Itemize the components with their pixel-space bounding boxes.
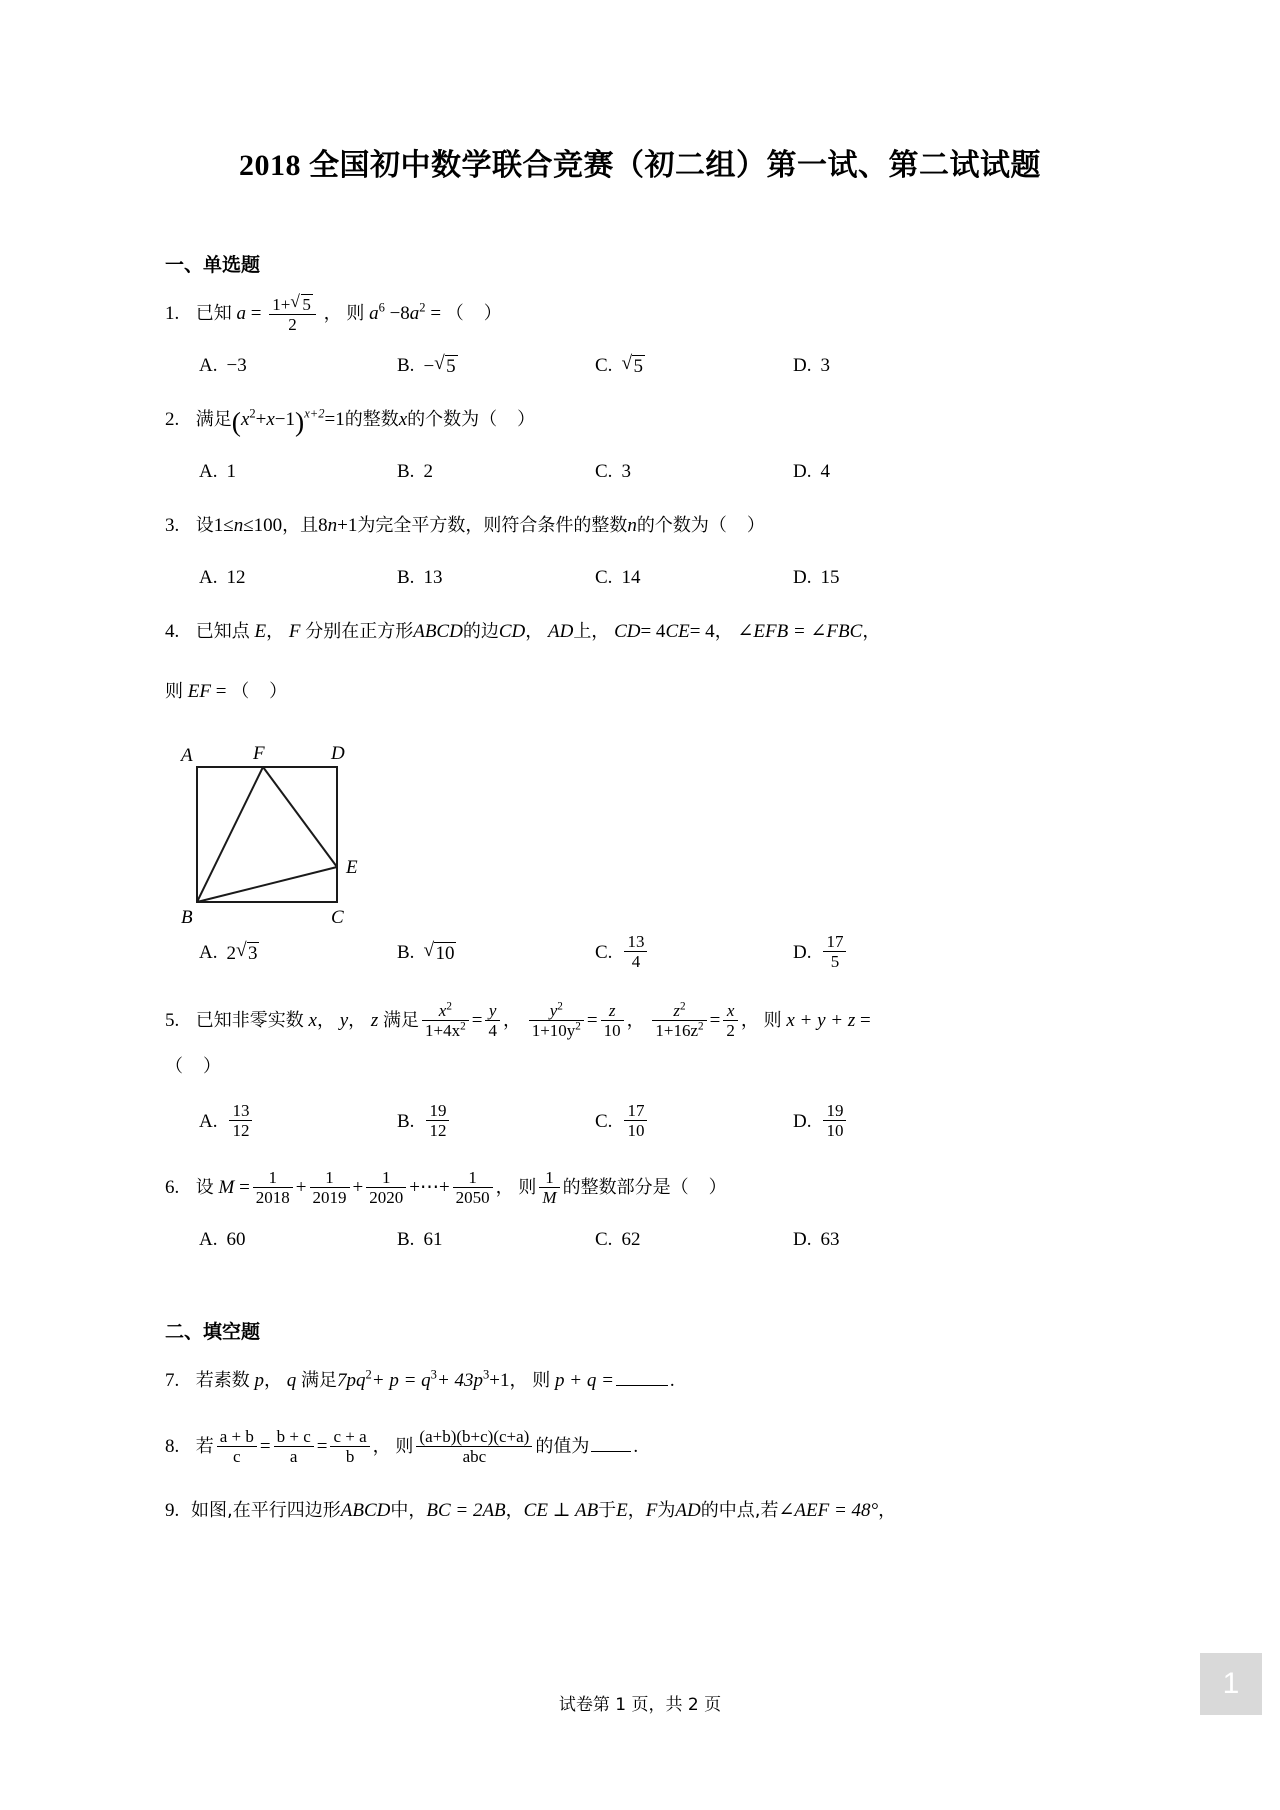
page-content: [165, 0, 1115, 1534]
option-value: 62: [621, 1229, 641, 1251]
question-7-number: 7.: [165, 1370, 180, 1392]
question-3-range-var: n: [233, 515, 244, 536]
den-expr: 1+16z: [655, 1021, 699, 1041]
question-4-side-cd: CD: [498, 621, 526, 642]
question-5-t2: 满足: [383, 1010, 420, 1032]
question-2-base-exp: 2: [249, 406, 256, 421]
question-1-fraction: [269, 293, 316, 334]
question-2-base-x: x: [240, 409, 250, 430]
denominator: c: [233, 1447, 241, 1467]
question-1-option-b[interactable]: [397, 354, 595, 378]
comma: ，: [740, 1010, 759, 1032]
comma: ，: [878, 1500, 897, 1522]
question-8-t2: 则: [395, 1436, 414, 1458]
question-5-option-a[interactable]: [199, 1102, 397, 1141]
question-6: [165, 1165, 1115, 1211]
question-4-figure: [173, 737, 403, 927]
question-6-equals: =: [239, 1177, 250, 1199]
option-value: 2 √ 3: [226, 941, 259, 965]
question-2-options: [165, 455, 1115, 489]
question-6-var-m: M: [218, 1177, 235, 1199]
question-7-answer-blank[interactable]: [616, 1370, 668, 1386]
option-value: 13: [423, 567, 443, 588]
question-2-text-a: 满足: [195, 409, 232, 430]
plus-sign: +: [352, 1177, 364, 1199]
numerator: b + c: [274, 1427, 314, 1447]
question-5-t3: 则: [763, 1010, 782, 1032]
denominator: abc: [462, 1447, 487, 1467]
question-4-option-b[interactable]: [397, 941, 595, 965]
question-5-frac-3r: [723, 1001, 738, 1040]
comma: ，: [714, 621, 733, 642]
question-1-options: [165, 349, 1115, 383]
question-3-expr-var: n: [327, 515, 338, 536]
den-expr: 1+10y: [531, 1021, 576, 1041]
comma: ，: [495, 1177, 514, 1199]
question-4-answer-parens[interactable]: （ ）: [231, 681, 289, 702]
question-9-e3: ∠AEF = 48°: [778, 1500, 879, 1522]
option-label: D.: [793, 355, 812, 376]
numerator: (a+b)(b+c)(c+a): [416, 1427, 532, 1447]
question-6-option-a[interactable]: [199, 1229, 397, 1251]
question-2-text-b: 的整数: [344, 409, 399, 430]
question-4-point-e: E: [254, 621, 267, 642]
question-1-variable: a: [236, 303, 246, 324]
den-exp: 2: [575, 1020, 581, 1033]
question-2-answer-parens[interactable]: （ ）: [479, 409, 537, 430]
option-label: D.: [793, 567, 812, 588]
num-exp: 2: [680, 1000, 686, 1013]
question-3-comma: ，: [282, 515, 301, 536]
question-7-t3: 则: [532, 1370, 551, 1392]
vertex-label-d: D: [331, 743, 345, 764]
option-value: $\frac{17}{5}$: [823, 932, 846, 971]
option-value: $\frac{17}{10}$: [624, 1101, 647, 1140]
question-1-number: 1.: [165, 303, 180, 324]
question-1-option-d[interactable]: [793, 355, 991, 377]
vertex-label-b: B: [181, 907, 193, 927]
question-2-minus1: −1: [274, 409, 296, 430]
question-1-exponent-2: 2: [419, 300, 426, 315]
question-5-frac-3: [652, 1001, 706, 1040]
question-5-sum: x + y + z: [786, 1010, 856, 1032]
question-9-t1: 如图,在平行四边形: [191, 1500, 341, 1522]
den-exp: 2: [460, 1020, 466, 1033]
option-value: 61: [423, 1229, 443, 1251]
comma: ，: [316, 1010, 335, 1032]
question-3-text-d: 的个数为: [636, 515, 709, 536]
question-3-range-tail: ≤100: [243, 515, 283, 536]
equals: =: [316, 1436, 328, 1458]
question-1-answer-parens[interactable]: （ ）: [445, 303, 503, 324]
option-value: 14: [621, 567, 641, 588]
num-exp: 2: [446, 1000, 452, 1013]
denominator: 2020: [369, 1188, 404, 1208]
question-3-number: 3.: [165, 515, 180, 536]
ellipsis: +⋯+: [409, 1177, 450, 1199]
option-value: $\frac{19}{10}$: [823, 1101, 846, 1140]
question-4-side-ad: AD: [547, 621, 574, 642]
comma: ，: [505, 1500, 524, 1522]
question-1-expr-minus: −8: [389, 303, 410, 324]
option-label: B.: [397, 1229, 415, 1251]
question-7-expr2: + p = q: [371, 1370, 431, 1392]
question-8-t1: 若: [195, 1436, 214, 1458]
question-5-answer-parens[interactable]: （ ）: [165, 1056, 222, 1078]
question-3-var2: n: [627, 515, 637, 536]
vertex-label-a: A: [181, 745, 193, 766]
question-8-frac-1: [217, 1427, 257, 1466]
option-label: A.: [199, 1229, 218, 1251]
option-label: C.: [595, 941, 613, 963]
question-6-answer-parens[interactable]: （ ）: [670, 1177, 728, 1199]
question-7-var-p: p: [254, 1370, 264, 1392]
numerator: 1: [453, 1168, 493, 1188]
question-7-t1: 若素数: [195, 1370, 250, 1392]
question-7: [165, 1358, 1115, 1404]
question-6-term-3: [366, 1168, 406, 1207]
question-4-eq-4b: = 4: [689, 621, 715, 642]
option-label: D.: [793, 941, 812, 963]
question-6-option-c[interactable]: [595, 1229, 793, 1251]
comma: ，: [264, 1370, 282, 1392]
question-2-base-x2: x: [266, 409, 275, 430]
option-value: [621, 354, 645, 378]
comma: ，: [509, 1370, 528, 1392]
question-1-comma: ，: [323, 303, 342, 324]
question-5-frac-1r: [485, 1001, 500, 1040]
option-label: B.: [397, 355, 415, 376]
den-val: 2: [726, 1021, 735, 1041]
question-6-options: [165, 1223, 1115, 1257]
question-4-option-a[interactable]: [199, 941, 397, 965]
question-3-option-a[interactable]: [199, 567, 397, 589]
question-7-var-q: q: [286, 1370, 297, 1392]
question-9-t5: 的中点,若: [700, 1500, 779, 1522]
question-9-point-f: F: [645, 1500, 658, 1522]
question-5-var-x: x: [308, 1010, 317, 1032]
question-4-option-d[interactable]: [793, 933, 991, 972]
question-6-reciprocal: [539, 1168, 559, 1207]
equals: =: [259, 1436, 271, 1458]
question-9-t4: 为: [657, 1500, 676, 1522]
question-1-exponent-6: 6: [378, 300, 385, 315]
page-footer: 试卷第 1 页，共 2 页: [558, 1695, 722, 1715]
question-1-expr-equals: =: [430, 303, 442, 324]
question-7-t2: 满足: [301, 1370, 337, 1392]
option-label: D.: [793, 1110, 812, 1132]
question-1-fraction-numerator: [269, 293, 316, 315]
fraction-numerator-lead: 1+: [272, 295, 291, 315]
denominator: b: [345, 1447, 355, 1467]
question-4-number: 4.: [165, 621, 180, 642]
exp: 3: [430, 1367, 437, 1382]
question-5-frac-1: [422, 1001, 469, 1040]
section-heading-multiple-choice: 一、单选题: [165, 254, 261, 276]
question-3-text-a: 设: [195, 515, 214, 536]
exp: 3: [483, 1367, 490, 1382]
option-value: 63: [820, 1229, 840, 1251]
num-var: z: [601, 1001, 624, 1021]
question-2-plus: +: [255, 409, 267, 430]
question-2-option-d[interactable]: [793, 461, 991, 483]
question-8-big-fraction: [416, 1427, 532, 1466]
question-4-eq-ce: CE: [665, 621, 690, 642]
option-value: $\frac{13}{12}$: [229, 1101, 252, 1140]
question-5-option-c[interactable]: [595, 1102, 793, 1141]
option-label: B.: [397, 567, 415, 588]
question-5-line2: [165, 1044, 1115, 1090]
period: .: [669, 1370, 675, 1392]
question-4-square-abcd: ABCD: [413, 621, 463, 642]
question-3-answer-parens[interactable]: （ ）: [708, 515, 766, 536]
question-6-term-2: [310, 1168, 350, 1207]
question-8-number: 8.: [165, 1436, 180, 1458]
numerator: 1: [253, 1168, 293, 1188]
question-9-point-e: E: [616, 1500, 628, 1522]
exp: 2: [365, 1367, 372, 1382]
question-3-options: [165, 561, 1115, 595]
section-heading-fill-in-blank: 二、填空题: [165, 1321, 261, 1344]
option-label: B.: [397, 941, 415, 963]
plus-sign: +: [295, 1177, 307, 1199]
vertex-label-e: E: [346, 857, 358, 878]
question-9-number: 9.: [165, 1500, 180, 1522]
question-5-var-y: y: [339, 1010, 349, 1032]
question-1-stem-prefix: 已知: [195, 303, 232, 324]
question-4-equals: =: [215, 681, 227, 702]
option-label: A.: [199, 941, 218, 963]
question-9-ad: AD: [675, 1500, 701, 1522]
question-1-expr-a: a: [369, 303, 379, 324]
option-label: C.: [595, 1229, 613, 1251]
question-9-e1: BC = 2AB: [426, 1500, 506, 1522]
option-value: 60: [226, 1229, 246, 1251]
num-var: z: [673, 1001, 680, 1021]
comma: ，: [502, 1010, 521, 1032]
denominator: a: [289, 1447, 298, 1467]
question-6-t2: 则: [518, 1177, 537, 1199]
numerator: c + a: [330, 1427, 369, 1447]
question-1-option-a[interactable]: [199, 355, 397, 377]
den-val: 4: [488, 1021, 497, 1041]
question-4-eq-4: = 4: [640, 621, 666, 642]
den-val: 10: [603, 1021, 621, 1041]
question-4-option-c[interactable]: [595, 933, 793, 972]
option-value: $\frac{13}{4}$: [624, 932, 647, 971]
option-value: 4: [820, 461, 830, 482]
option-label: C.: [595, 461, 613, 482]
option-label: A.: [199, 567, 218, 588]
question-5-frac-2: [529, 1001, 584, 1040]
num-var: y: [485, 1001, 500, 1021]
page-number-badge: 1: [1200, 1653, 1262, 1715]
question-7-expr4: +1: [489, 1370, 510, 1392]
question-5-option-d[interactable]: [793, 1102, 991, 1141]
denominator: 2019: [312, 1188, 347, 1208]
question-2-var: x: [398, 409, 408, 430]
comma: ，: [525, 621, 544, 642]
question-7-expr: 7pq: [337, 1370, 366, 1392]
sqrt-icon: [290, 293, 313, 314]
question-3: [165, 503, 1115, 549]
option-label: C.: [595, 355, 613, 376]
question-6-option-d[interactable]: [793, 1229, 991, 1251]
question-3-range-lead: 1≤: [213, 515, 234, 536]
question-3-option-b[interactable]: [397, 567, 595, 589]
option-value: [423, 941, 456, 965]
question-5-number: 5.: [165, 1010, 180, 1032]
question-4-t4: 上，: [573, 621, 610, 642]
question-2-number: 2.: [165, 409, 180, 430]
denominator: M: [542, 1188, 557, 1208]
num-exp: 2: [557, 1000, 563, 1013]
option-label: A.: [199, 355, 218, 376]
question-6-option-b[interactable]: [397, 1229, 595, 1251]
question-3-text-c: 为完全平方数，则符合条件的整数: [357, 515, 628, 536]
square-with-triangle-diagram: [173, 737, 403, 927]
option-label: C.: [595, 1110, 613, 1132]
sqrt-icon: √ 5: [434, 354, 458, 378]
question-1-then: 则: [346, 303, 365, 324]
question-5-t1: 已知非零实数: [195, 1010, 304, 1032]
question-5-var-z: z: [370, 1010, 379, 1032]
question-3-option-d[interactable]: [793, 567, 991, 589]
vertex-label-f: F: [253, 743, 265, 764]
question-4-options: [165, 933, 1115, 972]
question-4-t2: 分别在正方形: [305, 621, 414, 642]
question-2-exponent: x+2: [304, 406, 325, 421]
option-value: 3: [621, 461, 631, 482]
question-4-t3: 的边: [462, 621, 499, 642]
question-7-expr3: + 43p: [436, 1370, 484, 1392]
page-title: 2018 全国初中数学联合竞赛（初二组）第一试、第二试试题: [239, 149, 1041, 182]
question-1-option-c[interactable]: [595, 354, 793, 378]
question-2-equals: =1: [324, 409, 345, 430]
comma: ，: [266, 621, 285, 642]
den-expr: 1+4x: [425, 1021, 461, 1041]
num-var: y: [549, 1001, 558, 1021]
question-4-t1: 已知点: [195, 621, 250, 642]
question-4-ef: EF: [187, 681, 211, 702]
question-9-e2: CE ⊥ AB: [523, 1500, 599, 1522]
radicand: 5: [302, 295, 311, 315]
question-7-result: p + q =: [555, 1370, 614, 1392]
option-label: B.: [397, 461, 415, 482]
denominator: 2050: [455, 1188, 490, 1208]
question-5-option-b[interactable]: [397, 1102, 595, 1141]
question-6-term-1: [253, 1168, 293, 1207]
comma: ，: [372, 1436, 391, 1458]
question-9-t3: 于: [598, 1500, 617, 1522]
comma: ，: [626, 1010, 645, 1032]
option-value: 1: [226, 461, 236, 482]
option-value: $\frac{19}{12}$: [426, 1101, 449, 1140]
question-9: [165, 1488, 1115, 1534]
option-value: −3: [226, 355, 247, 376]
question-8-t3: 的值为: [535, 1436, 590, 1458]
vertex-label-c: C: [331, 907, 344, 927]
question-1-equals: =: [250, 303, 262, 324]
question-4-then: 则: [165, 681, 183, 702]
question-2-text-c: 的个数为: [407, 409, 480, 430]
question-4-angle-condition: ∠EFB = ∠FBC: [737, 621, 863, 642]
option-label: D.: [793, 1229, 812, 1251]
sqrt-icon: √ 5: [621, 354, 645, 378]
option-label: A.: [199, 1110, 218, 1132]
question-8-answer-blank[interactable]: [591, 1436, 631, 1452]
comma: ，: [627, 1500, 646, 1522]
question-4-point-f: F: [288, 621, 301, 642]
question-5-equals: =: [860, 1010, 871, 1032]
numerator: 1: [539, 1168, 559, 1188]
question-3-expr: 8: [318, 515, 328, 536]
num-var: x: [438, 1001, 447, 1021]
option-label: C.: [595, 567, 613, 588]
option-label: A.: [199, 461, 218, 482]
question-5-line1: 5. 已知非零实数 x， y， z 满足 $\frac{x^2}{1+4x^2}$ = $\frac{y}{4}$ ， $\frac{y^2}{1+10y^2}$ = $\frac{z}{10}$ ， $\frac{z^2}{1+16z^2}$ = $\frac{x}{2}$ ， 则 x + y + z =: [165, 998, 1115, 1044]
option-value: 15: [820, 567, 840, 588]
question-6-term-last: [453, 1168, 493, 1207]
question-8: [165, 1424, 1115, 1470]
comma: ，: [348, 1010, 367, 1032]
question-2-option-c[interactable]: [595, 461, 793, 483]
question-8-frac-2: [274, 1427, 314, 1466]
question-6-t1: 设: [195, 1177, 214, 1199]
question-5-frac-2r: [601, 1001, 624, 1040]
comma: ，: [862, 621, 881, 642]
option-label: B.: [397, 1110, 415, 1132]
option-value: 12: [226, 567, 246, 588]
question-6-number: 6.: [165, 1177, 180, 1199]
question-4-line1: [165, 609, 1115, 655]
numerator: a + b: [217, 1427, 257, 1447]
question-4-eq-cd: CD: [614, 621, 641, 642]
question-2-option-b[interactable]: [397, 461, 595, 483]
question-3-expr-tail: +1: [337, 515, 358, 536]
question-6-t3: 的整数部分是: [562, 1177, 671, 1199]
question-8-frac-3: [330, 1427, 369, 1466]
question-2-option-a[interactable]: [199, 461, 397, 483]
question-2: [165, 397, 1115, 443]
num-var: x: [723, 1001, 738, 1021]
option-value: 2: [423, 461, 433, 482]
den-exp: 2: [698, 1020, 704, 1033]
option-value: − √ 5: [423, 354, 457, 378]
denominator: 2018: [255, 1188, 290, 1208]
question-1: [165, 291, 1115, 337]
option-value: 3: [820, 355, 830, 376]
question-1-fraction-denominator: 2: [288, 315, 297, 335]
sqrt-icon: √ 3: [236, 941, 260, 965]
question-4-line2: [165, 669, 1115, 715]
option-label: D.: [793, 461, 812, 482]
question-3-option-c[interactable]: [595, 567, 793, 589]
question-3-text-b: 且: [300, 515, 319, 536]
close-paren: ): [295, 406, 305, 438]
period: .: [633, 1436, 639, 1458]
numerator: 1: [366, 1168, 406, 1188]
question-9-t2: 中，: [390, 1500, 427, 1522]
question-5-options: [165, 1102, 1115, 1141]
question-1-expr-a2: a: [409, 303, 420, 324]
numerator: 1: [310, 1168, 350, 1188]
open-paren: (: [231, 406, 241, 438]
sqrt-icon: √ 10: [423, 941, 456, 965]
question-9-parallelogram: ABCD: [340, 1500, 391, 1522]
